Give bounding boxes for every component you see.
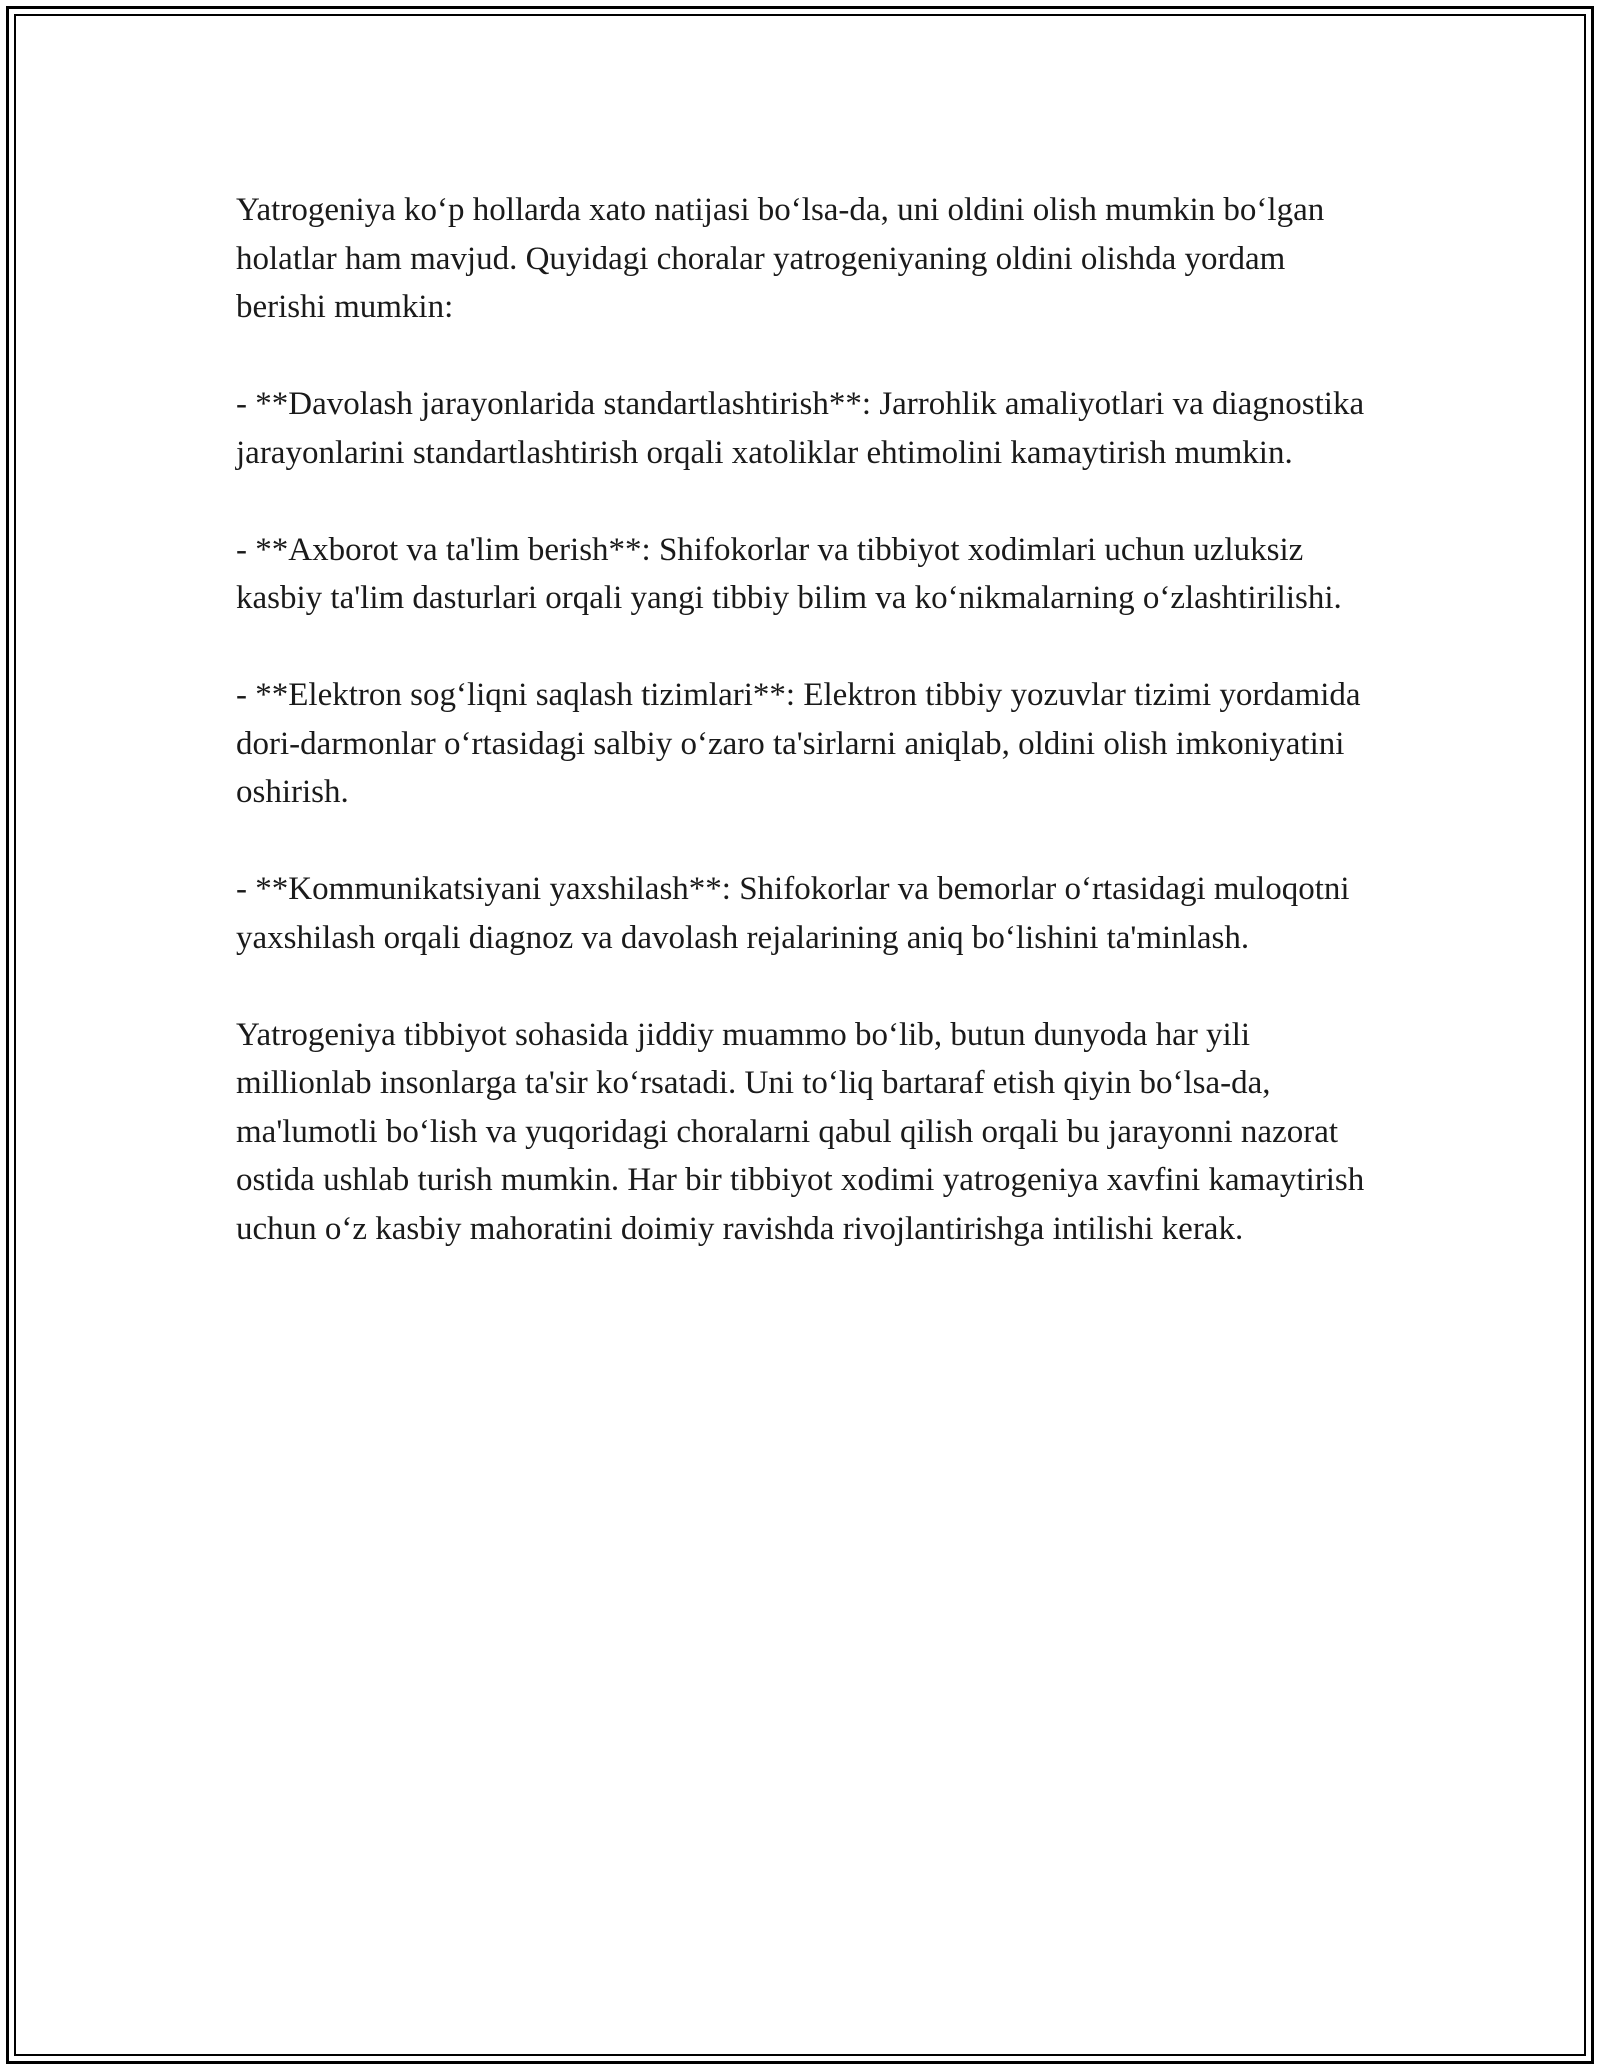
- list-item-standardization: - **Davolash jarayonlarida standartlashtirish**: Jarrohlik amaliyotlari va diagnostika jarayonlarini standartlashtirish orqali xatoliklar ehtimolini kamaytirish mumkin.: [236, 386, 1365, 471]
- document-body: [236, 186, 1366, 1302]
- paragraph-intro: Yatrogeniya ko‘p hollarda xato natijasi bo‘lsa-da, uni oldini olish mumkin bo‘lgan holatlar ham mavjud. Quyidagi choralar yatrogeniyaning oldini olishda yordam berishi mumkin:: [236, 192, 1325, 325]
- list-item-electronic-health: - **Elektron sog‘liqni saqlash tizimlari**: Elektron tibbiy yozuvlar tizimi yordamida dori-darmonlar o‘rtasidagi salbiy o‘zaro ta'sirlarni aniqlab, oldini olish imkoniyatini oshirish.: [236, 677, 1361, 810]
- list-item-communication: - **Kommunikatsiyani yaxshilash**: Shifokorlar va bemorlar o‘rtasidagi muloqotni yaxshilash orqali diagnoz va davolash rejalarining aniq bo‘lishini ta'minlash.: [236, 871, 1350, 956]
- list-item-education: - **Axborot va ta'lim berish**: Shifokorlar va tibbiyot xodimlari uchun uzluksiz kasbiy ta'lim dasturlari orqali yangi tibbiy bilim va ko‘nikmalarning o‘zlashtirilishi.: [236, 531, 1342, 616]
- paragraph-conclusion: Yatrogeniya tibbiyot sohasida jiddiy muammo bo‘lib, butun dunyoda har yili millionlab insonlarga ta'sir ko‘rsatadi. Uni to‘liq bartaraf etish qiyin bo‘lsa-da, ma'lumotli bo‘lish va yuqoridagi choralarni qabul qilish orqali bu jarayonni nazorat ostida ushlab turish mumkin. Har bir tibbiyot xodimi yatrogeniya xavfini kamaytirish uchun o‘z kasbiy mahoratini doimiy ravishda rivojlantirishga intilishi kerak.: [236, 1016, 1365, 1247]
